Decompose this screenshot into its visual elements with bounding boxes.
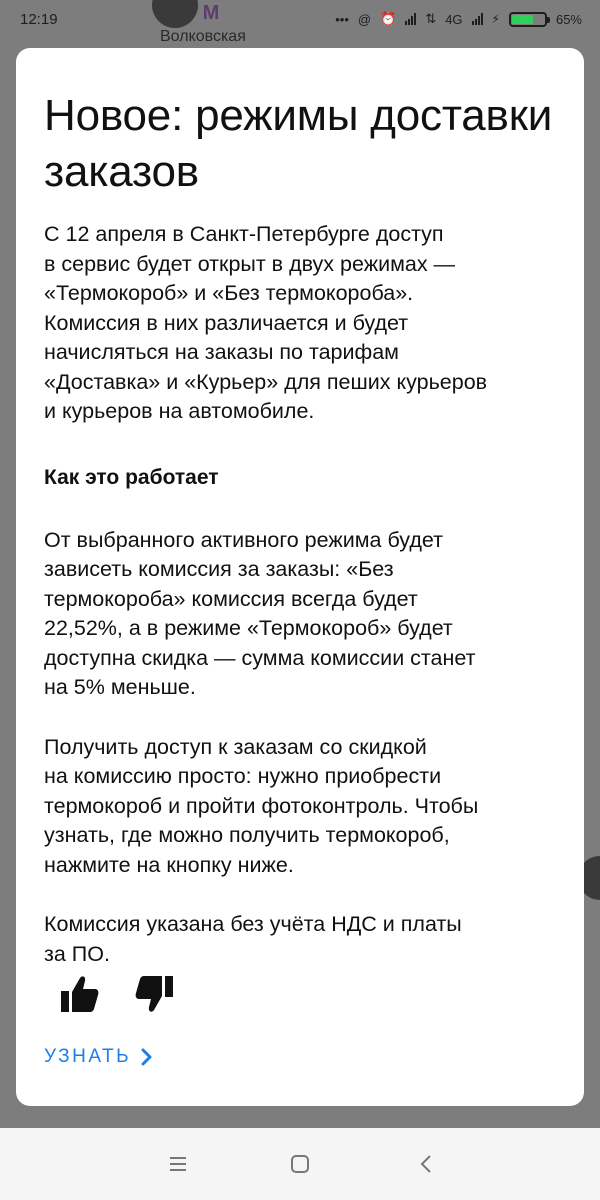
thumbs-down-icon[interactable] bbox=[134, 968, 174, 1020]
battery-percent: 65% bbox=[555, 11, 582, 27]
battery-fill bbox=[512, 15, 533, 24]
modal-paragraph-vat: Комиссия указана без учёта НДС и платы за ПО. bbox=[44, 912, 462, 966]
network-arrows-icon: ⇅ bbox=[425, 11, 437, 26]
charging-icon: ⚡ bbox=[491, 12, 500, 26]
signal-icon bbox=[472, 13, 483, 25]
status-bar bbox=[0, 0, 600, 38]
chevron-right-icon bbox=[141, 1048, 153, 1066]
status-time: 12:19 bbox=[20, 10, 58, 28]
modal-title: Новое: режимы доставки заказов bbox=[44, 91, 553, 196]
status-icons bbox=[335, 11, 582, 27]
learn-more-label: УЗНАТЬ bbox=[44, 1046, 132, 1067]
thumbs-up-icon[interactable] bbox=[60, 968, 100, 1020]
modal-paragraph-access: Получить доступ к заказам со скидкой на комиссию просто: нужно приобрести термокороб и пройти фотоконтроль. Чтобы узнать, где можно получить термокороб, нажмите на кнопку ниже. bbox=[44, 734, 479, 877]
modal-paragraph-intro: С 12 апреля в Санкт-Петербурге доступ в сервис будет открыт в двух режимах — «Термокороб» и «Без термокороба». Комиссия в них различается и будет начисляться на заказы по тарифам «Доставка» и «Курьер» для пеших курьеров и курьеров на автомобиле. bbox=[44, 222, 488, 423]
dots-icon: ••• bbox=[335, 11, 349, 27]
alarm-icon: ⏰ bbox=[380, 11, 397, 26]
signal-icon bbox=[405, 13, 416, 25]
feedback-row bbox=[60, 968, 174, 1020]
info-modal bbox=[16, 48, 584, 1106]
system-nav-bar bbox=[0, 1128, 600, 1200]
at-icon: @ bbox=[357, 11, 372, 27]
back-icon[interactable] bbox=[412, 1150, 440, 1178]
battery-icon bbox=[509, 12, 547, 27]
modal-paragraph-commission: От выбранного активного режима будет зависеть комиссия за заказы: «Без термокороба» комиссия всегда будет 22,52%, а в режиме «Термокороб» будет доступна скидка — сумма комиссии станет на 5% меньше. bbox=[44, 527, 476, 699]
menu-icon[interactable] bbox=[164, 1150, 192, 1178]
metro-icon: M bbox=[202, 2, 220, 24]
modal-subheading: Как это работает bbox=[44, 465, 219, 489]
network-type: 4G bbox=[445, 11, 463, 27]
learn-more-button[interactable] bbox=[44, 1046, 153, 1068]
map-station-label: Волковская bbox=[160, 28, 246, 45]
home-icon[interactable] bbox=[286, 1150, 314, 1178]
